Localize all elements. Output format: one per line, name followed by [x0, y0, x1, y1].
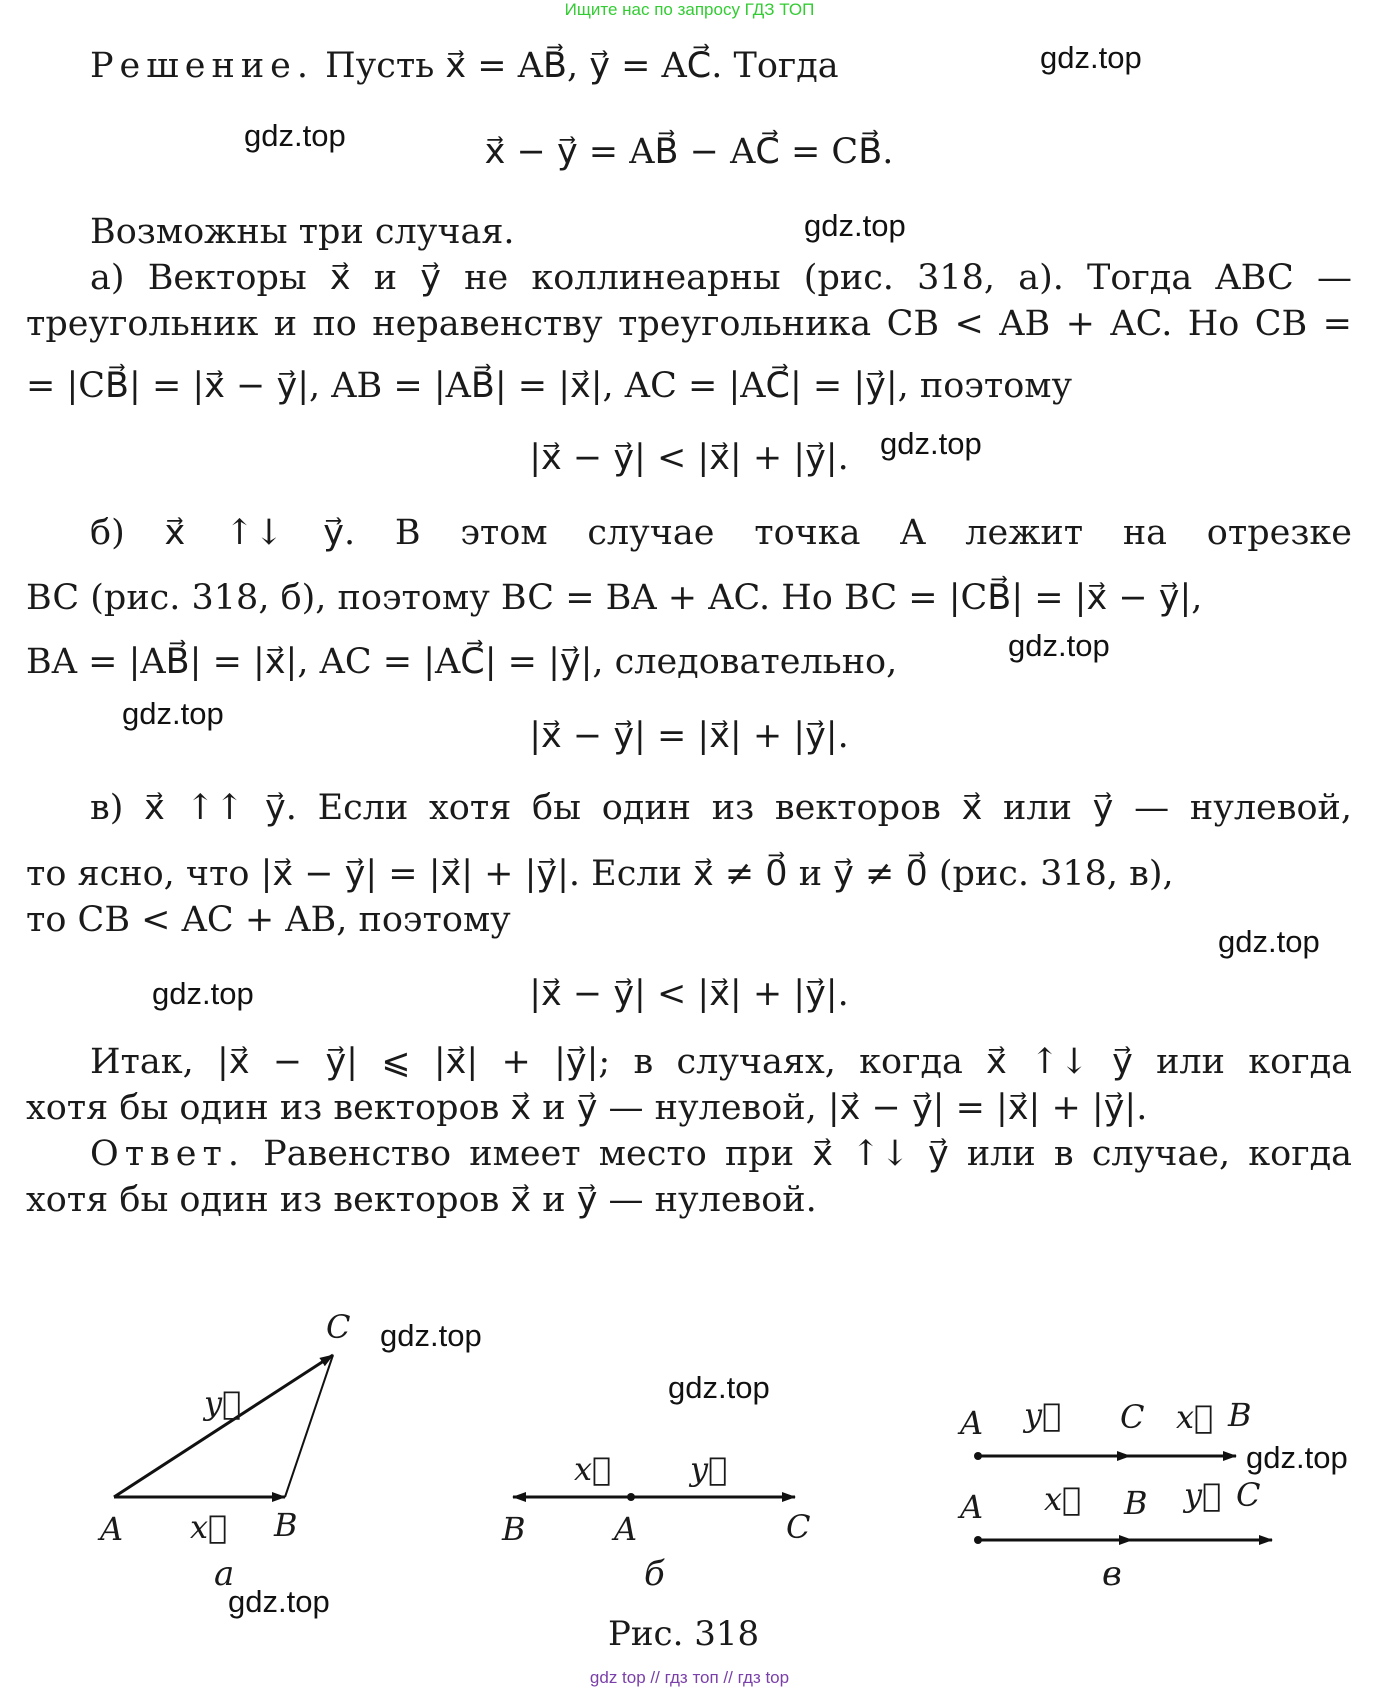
- fig-c-bottom-label-c: C: [1236, 1476, 1261, 1514]
- watermark: gdz.top: [1040, 40, 1142, 75]
- watermark: gdz.top: [1246, 1440, 1348, 1475]
- solution-label: Решение.: [90, 46, 315, 86]
- case-a-line-2: треугольник и по неравенству треугольника CB < AB + AC. Но CB =: [26, 304, 1352, 344]
- point-a-bottom-dot: [974, 1536, 982, 1544]
- case-b-line-2: BC (рис. 318, б), поэтому BC = BA + AC. Но BC = |CB⃗| = |x⃗ − y⃗|,: [26, 578, 1203, 618]
- figure-caption: Рис. 318: [608, 1614, 760, 1654]
- cases-intro: Возможны три случая.: [90, 212, 515, 252]
- case-c-line-2: то ясно, что |x⃗ − y⃗| = |x⃗| + |y⃗|. Если x⃗ ≠ 0⃗ и y⃗ ≠ 0⃗ (рис. 318, в),: [26, 854, 1174, 894]
- case-a-line-1: а) Векторы x⃗ и y⃗ не коллинеарны (рис. 318, а). Тогда ABC —: [90, 258, 1352, 298]
- fig-c-top-label-y: y⃗: [1024, 1396, 1062, 1434]
- watermark: gdz.top: [244, 118, 346, 153]
- fig-b-caption: б: [644, 1554, 665, 1594]
- watermark: gdz.top: [1008, 628, 1110, 663]
- footer-note: gdz top // гдз топ // гдз top: [589, 1668, 790, 1687]
- case-b-line-1: б) x⃗ ↑↓ y⃗. В этом случае точка A лежит на отрезке: [90, 513, 1352, 553]
- case-c-line-1: в) x⃗ ↑↑ y⃗. Если хотя бы один из векторов x⃗ или y⃗ — нулевой,: [90, 788, 1352, 828]
- watermark: gdz.top: [1218, 924, 1320, 959]
- fig-a-caption: а: [214, 1554, 235, 1594]
- fig-b-label-y: y⃗: [690, 1450, 728, 1488]
- fig-c-top-label-c: C: [1120, 1398, 1145, 1436]
- equation-a: |x⃗ − y⃗| < |x⃗| + |y⃗|.: [529, 438, 849, 478]
- watermark: gdz.top: [880, 426, 982, 461]
- summary-line-1: Итак, |x⃗ − y⃗| ⩽ |x⃗| + |y⃗|; в случаях, когда x⃗ ↑↓ y⃗ или когда: [90, 1042, 1352, 1082]
- summary-line-2: хотя бы один из векторов x⃗ и y⃗ — нулевой, |x⃗ − y⃗| = |x⃗| + |y⃗|.: [26, 1088, 1148, 1128]
- fig-a-label-b: B: [274, 1506, 298, 1544]
- fig-a-label-x: x⃗: [190, 1508, 228, 1546]
- case-a-line-3: = |CB⃗| = |x⃗ − y⃗|, AB = |AB⃗| = |x⃗|, AC = |AC⃗| = |y⃗|, поэтому: [26, 366, 1073, 406]
- fig-a-label-c: C: [326, 1308, 351, 1346]
- answer-line-2: хотя бы один из векторов x⃗ и y⃗ — нулевой.: [26, 1180, 817, 1220]
- fig-c-bottom-label-b: B: [1124, 1484, 1148, 1522]
- case-b-line-3: BA = |AB⃗| = |x⃗|, AC = |AC⃗| = |y⃗|, следовательно,: [26, 642, 898, 682]
- watermark: gdz.top: [668, 1370, 770, 1405]
- fig-c-bottom-label-y: y⃗: [1184, 1476, 1222, 1514]
- fig-c-caption: в: [1102, 1554, 1122, 1594]
- equation-c: |x⃗ − y⃗| < |x⃗| + |y⃗|.: [529, 974, 849, 1014]
- watermark: gdz.top: [380, 1318, 482, 1353]
- fig-a-label-y: y⃗: [204, 1384, 242, 1422]
- equation-1: x⃗ − y⃗ = AB⃗ − AC⃗ = CB⃗.: [484, 132, 894, 172]
- point-a-dot: [627, 1493, 635, 1501]
- case-c-line-3: то CB < AC + AB, поэтому: [26, 900, 511, 940]
- fig-a-label-a: A: [100, 1510, 124, 1548]
- watermark: gdz.top: [122, 696, 224, 731]
- triangle-side-ac: [114, 1355, 333, 1497]
- watermark: gdz.top: [804, 208, 906, 243]
- watermark: gdz.top: [228, 1584, 330, 1619]
- header-note: Ищите нас по запросу ГДЗ ТОП: [564, 0, 815, 19]
- answer-text: Равенство имеет место при x⃗ ↑↓ y⃗ или в случае, когда: [263, 1134, 1352, 1174]
- fig-b-label-c: C: [786, 1508, 811, 1546]
- fig-b-label-a: A: [614, 1510, 638, 1548]
- equation-b: |x⃗ − y⃗| = |x⃗| + |y⃗|.: [529, 716, 849, 756]
- fig-c-top-label-b: B: [1228, 1396, 1252, 1434]
- triangle-side-bc: [285, 1355, 333, 1497]
- fig-c-bottom-label-a: A: [960, 1488, 984, 1526]
- point-a-top-dot: [974, 1452, 982, 1460]
- fig-c-top-label-x: x⃗: [1176, 1398, 1214, 1436]
- solution-intro: Пусть x⃗ = AB⃗, y⃗ = AC⃗. Тогда: [325, 46, 839, 86]
- watermark: gdz.top: [152, 976, 254, 1011]
- answer-label: Ответ.: [90, 1134, 245, 1174]
- fig-c-top-label-a: A: [960, 1404, 984, 1442]
- fig-b-label-x: x⃗: [574, 1450, 612, 1488]
- fig-c-bottom-label-x: x⃗: [1044, 1480, 1082, 1518]
- fig-b-label-b: B: [502, 1510, 526, 1548]
